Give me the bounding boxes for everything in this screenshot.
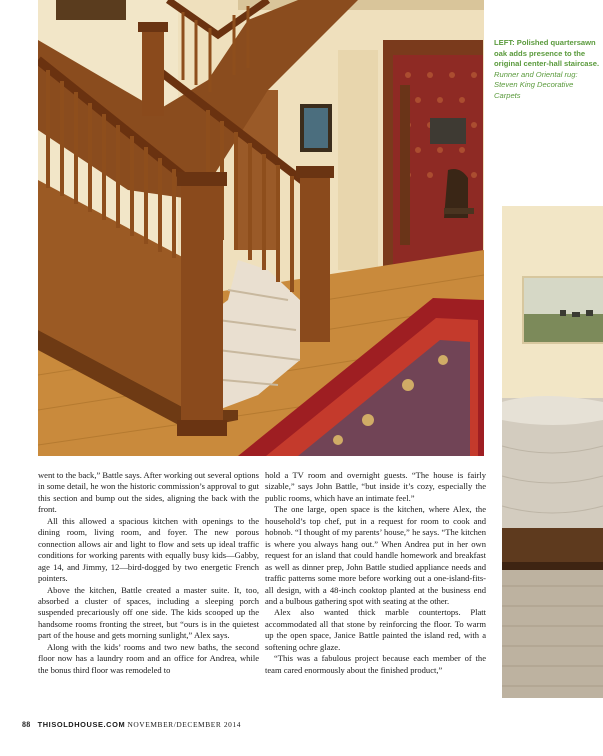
paragraph: went to the back,” Battle says. After working out several options in some detail, he won the historic commission’s approval to gut this section and bump out the sides, aligning the back with the front. [38, 470, 259, 515]
issue-date: NOVEMBER/DECEMBER 2014 [127, 720, 242, 729]
paragraph: Alex also wanted thick marble countertops. Platt accommodated all that stone by reinforcing the floor. To warm up the open space, Janice Battle painted the island red, with a softening ochre glaze. [265, 607, 486, 652]
paragraph: The one large, open space is the kitchen, where Alex, the household’s top chef, put in a request for room to cook and hobnob. “I thought of my parents’ house,” he says. “The kitchen is where you always hang out.” When Andrea put in her own request for an island that could handle homework and breakfast as well as dinner prep, John Battle studied appliance needs and traffic patterns some more before working out a one-island-fits-all design, with a 48-inch cooktop planted at the business end and a bulbous gathering spot with seating at the other. [265, 504, 486, 606]
paragraph: Along with the kids’ rooms and two new baths, the second floor now has a laundry room and an office for Andrea, while the bonus third floor was remodeled to [38, 641, 259, 675]
article-column-right [265, 470, 486, 676]
paragraph: “This was a fabulous project because each member of the team cared enormously about the finished product,” [265, 653, 486, 675]
magazine-site: THISOLDHOUSE.COM [37, 720, 126, 729]
bedroom-photo [502, 206, 603, 698]
staircase-photo [38, 0, 484, 456]
caption-credit: Runner and Oriental rug: Steven King Decorative Carpets [494, 69, 578, 100]
page-number: 88 [22, 720, 31, 729]
article-column-left [38, 470, 259, 676]
photo-caption [494, 38, 600, 102]
paragraph: hold a TV room and overnight guests. “The house is fairly sizable,” says John Battle, “but inside it’s cozy, especially the public rooms, which have an intimate feel.” [265, 470, 486, 503]
paragraph: All this allowed a spacious kitchen with openings to the dining room, living room, and foyer. The new porous connection allows air and light to flow and sets up ideal traffic conditions for working parents with equally busy kids—Gabby, age 14, and Jimmy, 12—bird-dogged by two energetic French pointers. [38, 515, 259, 584]
caption-lead: LEFT: Polished quartersawn oak adds presence to the original center-hall staircase. [494, 38, 600, 69]
paragraph: Above the kitchen, Battle created a master suite. It, too, absorbed a cluster of spaces, including a sleeping porch suspended precariously off one side. The kids scooped up the handsome rooms fronting the street, but “ours is in the quietest part of the house and gets morning sunlight,” Alex says. [38, 584, 259, 641]
page-footer [22, 720, 241, 729]
